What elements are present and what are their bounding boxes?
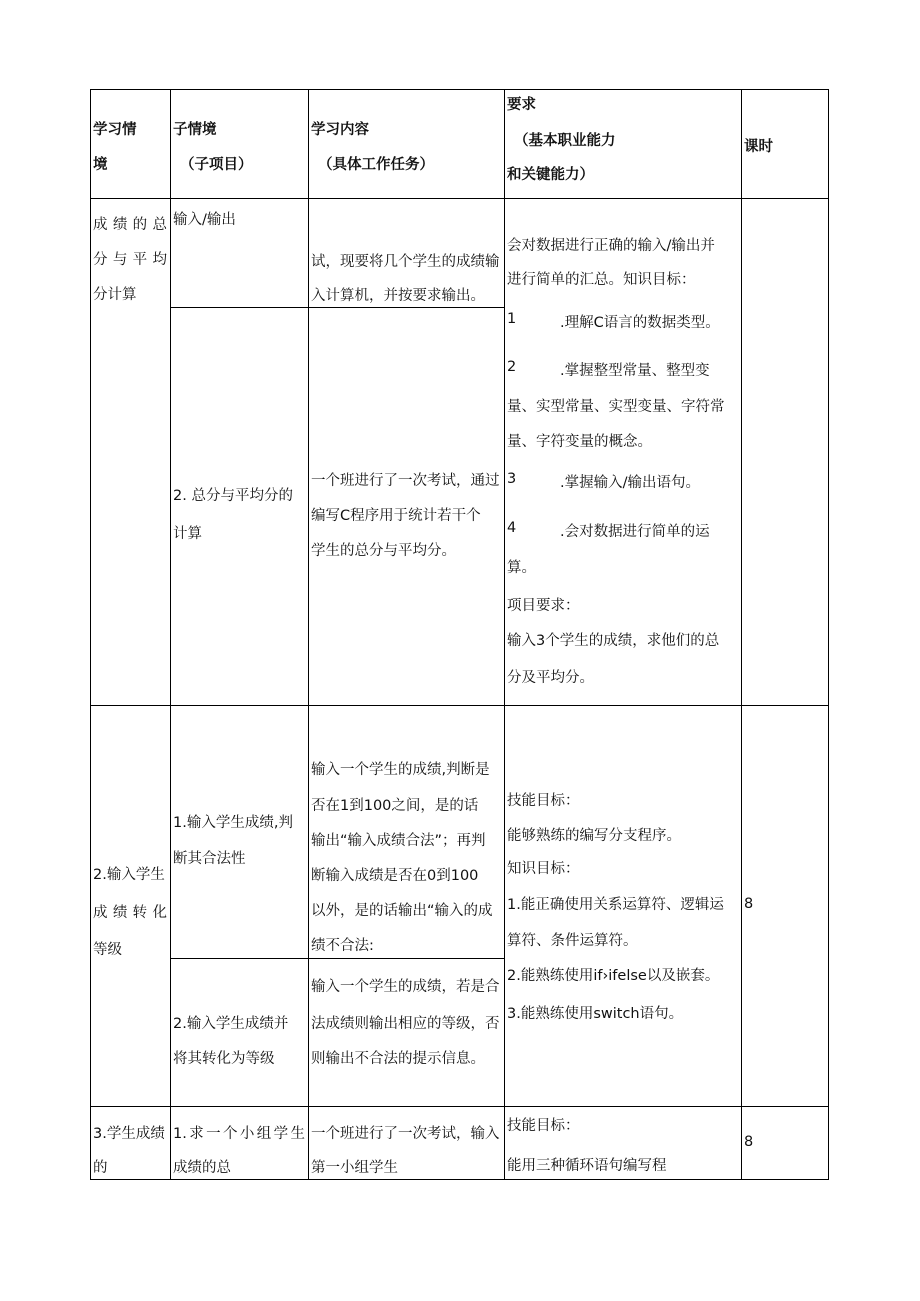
header-content-line1: 学习内容 bbox=[311, 122, 369, 138]
row1-req-line: 量、字符变量的概念。 bbox=[507, 434, 652, 450]
row3-content1-line1: 一个班进行了一次考试，输入 bbox=[311, 1126, 500, 1142]
row1-req-num-4: 4 bbox=[507, 520, 517, 536]
row3-req-line2: 能用三种循环语句编写程 bbox=[507, 1158, 667, 1174]
row2-situation-line3: 等级 bbox=[93, 942, 122, 958]
row2-req-line: 3.能熟练使用switch语句。 bbox=[507, 1006, 684, 1022]
row3-situation-line1: 3.学生成绩 bbox=[93, 1126, 165, 1142]
row2-req-line: 技能目标： bbox=[507, 793, 580, 809]
row1-req-num-2: 2 bbox=[507, 359, 517, 375]
row3-situation-line2: 的 bbox=[93, 1160, 108, 1176]
row2-sub2-line1: 2.输入学生成绩并 bbox=[173, 1016, 289, 1032]
row3-hours: 8 bbox=[744, 1134, 754, 1150]
row1-sub2-line1: 2. 总分与平均分的 bbox=[173, 488, 293, 504]
row2-situation-line1: 2.输入学生 bbox=[93, 867, 165, 883]
row3-sub1-line2: 成绩的总 bbox=[173, 1160, 231, 1176]
row1-req-line: .会对数据进行简单的运 bbox=[560, 524, 710, 540]
header-hours: 课时 bbox=[744, 139, 773, 155]
row1-content1-line1: 试，现要将几个学生的成绩输 bbox=[311, 254, 500, 270]
row1-req-line: 分及平均分。 bbox=[507, 670, 594, 686]
row2-situation-line2: 成绩转化 bbox=[93, 905, 167, 921]
row1-content2-line3: 学生的总分与平均分。 bbox=[311, 543, 456, 559]
row1-content1-line2: 入计算机，并按要求输出。 bbox=[311, 288, 485, 304]
row2-content1-line: 输入一个学生的成绩,判断是 bbox=[311, 762, 490, 778]
row1-situation-line1: 成绩的总 bbox=[93, 217, 167, 233]
row2-content1-line: 否在1到100之间，是的话 bbox=[311, 798, 479, 814]
row2-req-line: 1.能正确使用关系运算符、逻辑运 bbox=[507, 897, 724, 913]
row2-content1-line: 以外，是的话输出“输入的成 bbox=[311, 903, 493, 919]
header-sub-line1: 子情境 bbox=[173, 122, 217, 138]
row2-req-line: 能够熟练的编写分支程序。 bbox=[507, 828, 681, 844]
row2-content1-line: 输出“输入成绩合法”；再判 bbox=[311, 833, 486, 849]
header-situation-line2: 境 bbox=[93, 157, 108, 173]
row3-sub1-line1: 1.求一个小组学生 bbox=[173, 1126, 305, 1142]
row1-req-line: 会对数据进行正确的输入/输出并 bbox=[507, 238, 715, 254]
row2-req-line: 知识目标： bbox=[507, 861, 580, 877]
row2-req-line: 算符、条件运算符。 bbox=[507, 933, 638, 949]
row1-content2-line1: 一个班进行了一次考试，通过 bbox=[311, 473, 500, 489]
row1-req-line: 量、实型常量、实型变量、字符常 bbox=[507, 399, 725, 415]
row2-sub2-line2: 将其转化为等级 bbox=[173, 1051, 275, 1067]
row2-sub1-line1: 1.输入学生成绩,判 bbox=[173, 815, 293, 831]
header-situation-line1: 学习情 bbox=[93, 122, 137, 138]
row1-req-num-1: 1 bbox=[507, 311, 517, 327]
row2-content2-line: 法成绩则输出相应的等级，否 bbox=[311, 1016, 500, 1032]
row1-req-line: 输入3个学生的成绩，求他们的总 bbox=[507, 633, 720, 649]
row1-sub2-line2: 计算 bbox=[173, 526, 202, 542]
row1-req-line: 进行简单的汇总。知识目标： bbox=[507, 272, 696, 288]
row2-content1-line: 绩不合法: bbox=[311, 938, 374, 954]
row1-req-line: 项目要求： bbox=[507, 598, 580, 614]
row1-req-num-3: 3 bbox=[507, 471, 517, 487]
row2-content1-line: 断输入成绩是否在0到100 bbox=[311, 868, 479, 884]
row2-sub1-line2: 断其合法性 bbox=[173, 851, 246, 867]
row2-hours: 8 bbox=[744, 896, 754, 912]
row2-content2-line: 输入一个学生的成绩，若是合 bbox=[311, 979, 500, 995]
header-req-line3: 和关键能力） bbox=[507, 167, 594, 183]
row1-situation-line3: 分计算 bbox=[93, 287, 137, 303]
header-req-line2: （基本职业能力 bbox=[514, 133, 616, 149]
header-content-line2: （具体工作任务） bbox=[318, 157, 434, 173]
row1-req-line: .掌握整型常量、整型变 bbox=[560, 363, 710, 379]
row1-sub1-text: 输入/输出 bbox=[173, 212, 236, 228]
row1-req-line: .掌握输入/输出语句。 bbox=[560, 475, 700, 491]
row2-content2-line: 则输出不合法的提示信息。 bbox=[311, 1051, 485, 1067]
row1-req-line: .理解C语言的数据类型。 bbox=[560, 315, 720, 331]
row1-situation-line2: 分与平均 bbox=[93, 252, 167, 268]
row3-content1-line2: 第一小组学生 bbox=[311, 1160, 398, 1176]
row1-req-line: 算。 bbox=[507, 560, 536, 576]
row1-content2-line2: 编写C程序用于统计若干个 bbox=[311, 508, 481, 524]
header-sub-line2: （子项目） bbox=[180, 157, 253, 173]
header-req-line1: 要求 bbox=[507, 97, 536, 113]
row2-req-line: 2.能熟练使用if›ifelse以及嵌套。 bbox=[507, 968, 720, 984]
row3-req-line1: 技能目标： bbox=[507, 1118, 580, 1134]
